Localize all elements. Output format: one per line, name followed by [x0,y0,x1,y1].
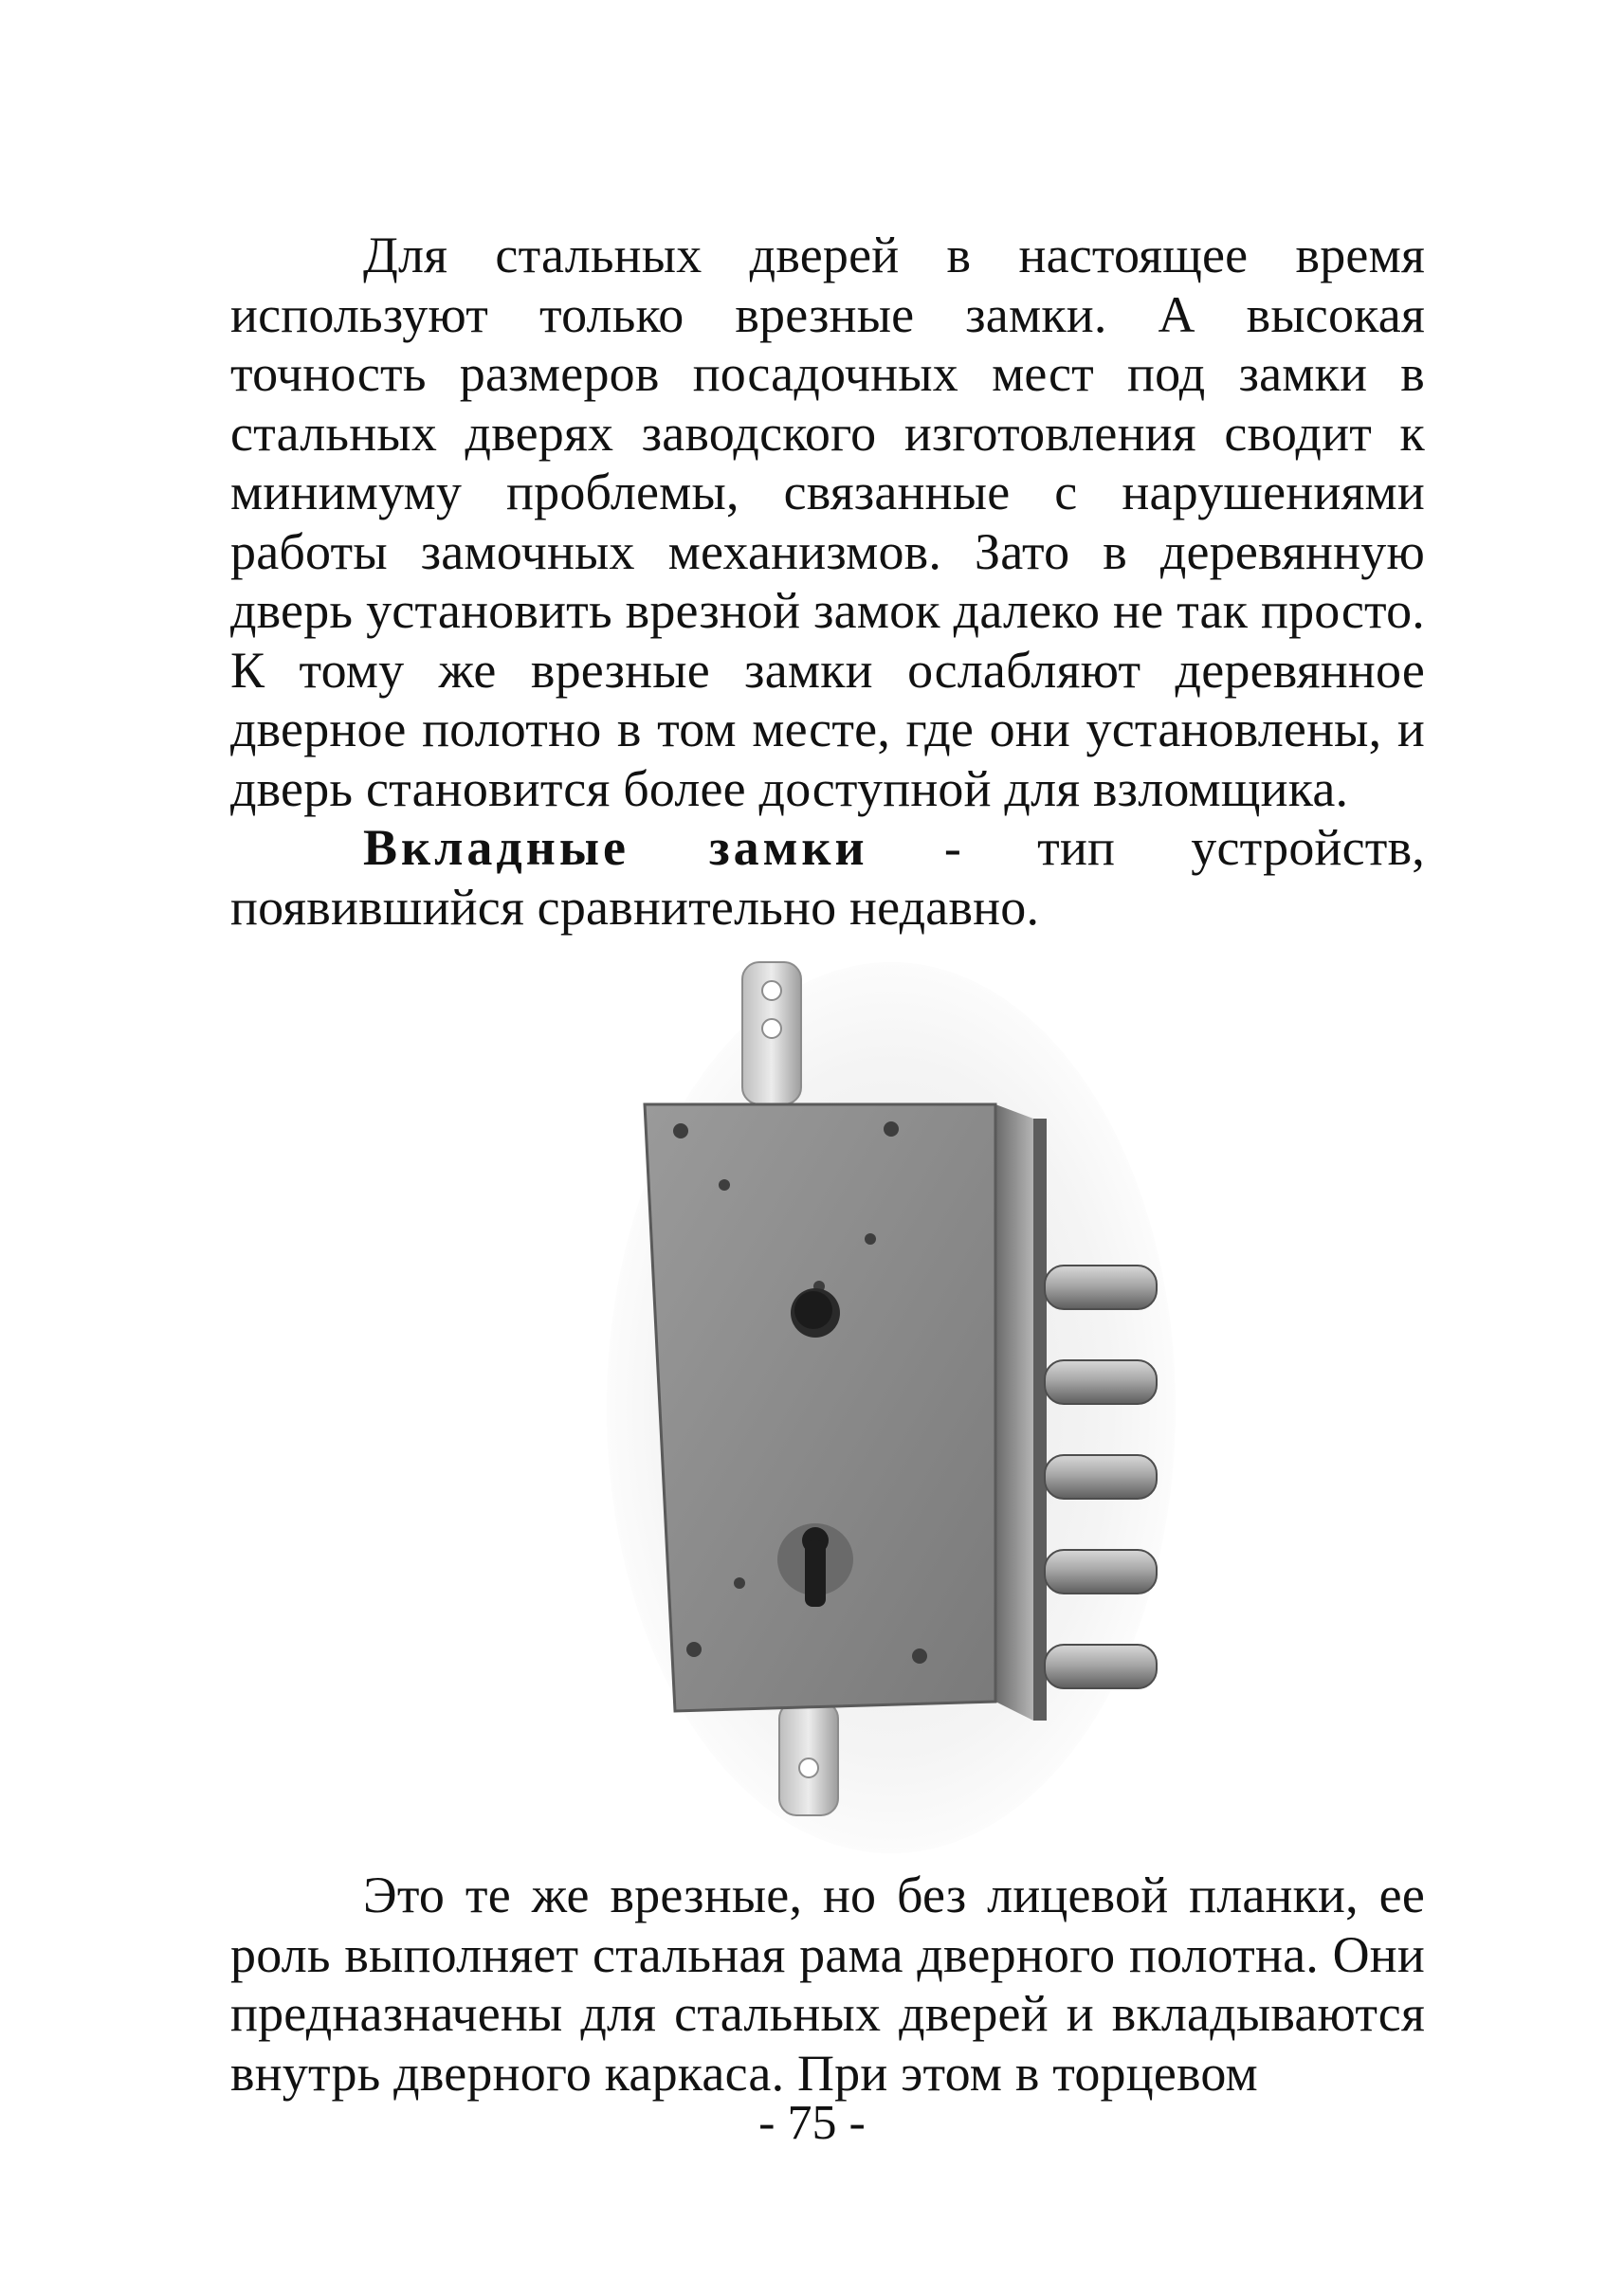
page-number: - 75 - [758,2096,866,2150]
mortise-lock-image [607,953,1176,1853]
text-block-bottom [230,1866,1425,2103]
lock-figure [607,953,1176,1853]
paragraph: Это те же врезные, но без лицевой планки, ее роль выполняет стальная рама дверного полотна. Они предназначены для стальных дверей и вкладываются внутрь дверного каркаса. При этом в торцевом [230,1867,1425,2102]
lock-plate [645,1104,995,1711]
text-block-top [230,226,1425,937]
definition-term: Вкладные замки [363,819,868,876]
definition-paragraph [230,818,1425,937]
paragraph: Для стальных дверей в настоящее время используют только врезные замки. А высокая точность размеров посадочных мест под замки в стальных дверях заводского изготовления сводит к минимуму проблемы, связанные с нарушениями работы замочных механизмов. Зато в деревянную дверь установить врезной замок далеко не так просто. К тому же врезные замки ослабляют деревянное дверное полотно в том месте, где они установлены, и дверь становится более доступной для взломщика. [230,227,1425,817]
lock-side [995,1104,1033,1721]
definition-text: - тип устройств, появившийся сравнительно недавно. [230,819,1425,936]
faceplate-edge [1033,1119,1047,1721]
